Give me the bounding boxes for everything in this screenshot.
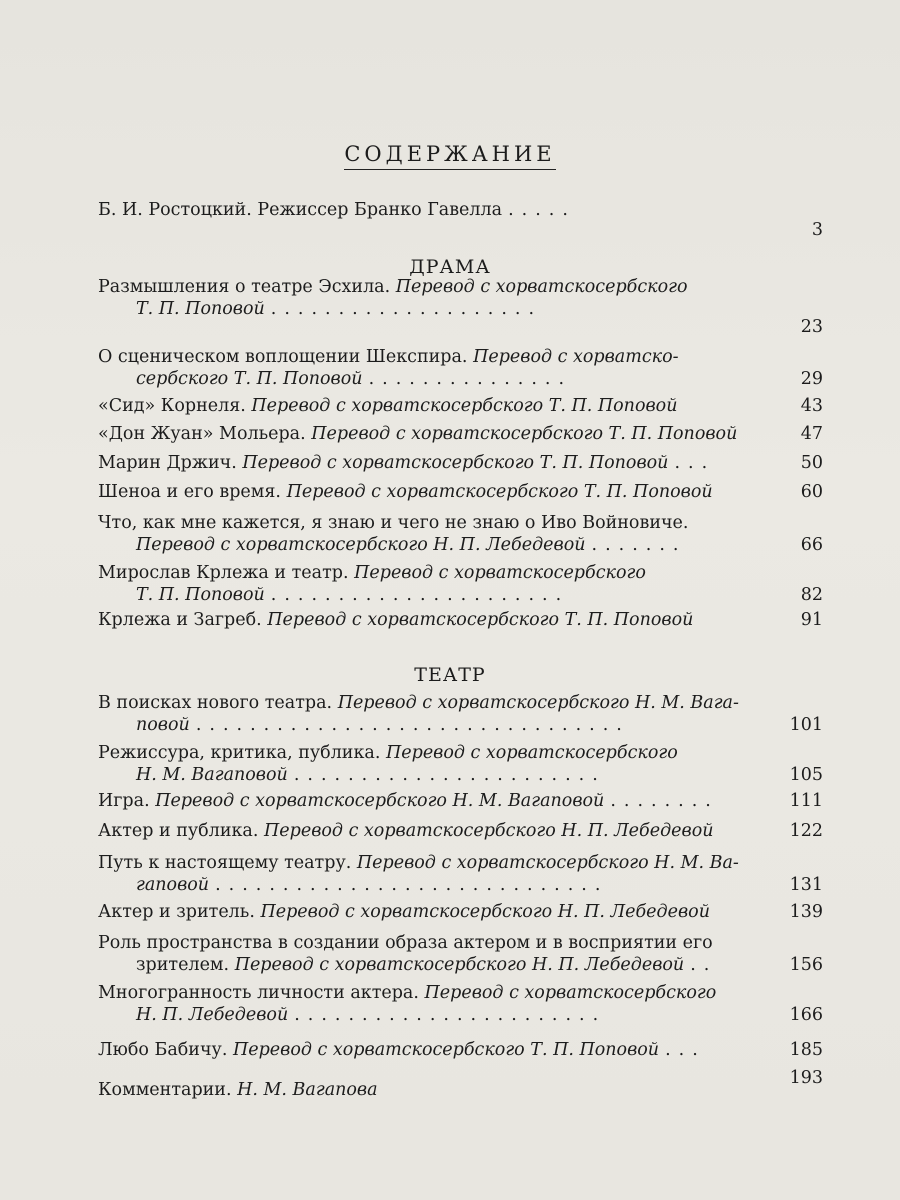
- toc-text: Перевод с хорватскосербского Н. М. Вагаповой: [155, 791, 605, 811]
- toc-text: Размышления о театре Эсхила.: [98, 277, 391, 297]
- toc-text: Перевод с хорватскосербского Т. П. Поповой: [251, 396, 678, 416]
- toc-text: Роль пространства в создании образа актером и в восприятии его: [98, 933, 713, 953]
- toc-text: Перевод с хорватскосербского Н. П. Лебедевой: [234, 955, 685, 975]
- toc-entry: [98, 453, 823, 473]
- toc-text: 60: [800, 482, 823, 502]
- toc-text: Актер и публика.: [98, 821, 259, 841]
- toc-text: 29: [800, 369, 823, 389]
- toc-entry: [98, 610, 823, 630]
- toc-text: Актер и зритель.: [98, 902, 255, 922]
- dot-leader: .......................: [294, 1005, 607, 1025]
- toc-entry: [98, 932, 823, 975]
- toc-text: Многогранность личности актера.: [98, 983, 419, 1003]
- toc-entry: [98, 852, 823, 895]
- toc-text: Перевод с хорватскосербского Т. П. Поповой: [311, 424, 738, 444]
- toc-text: Что, как мне кажется, я знаю и чего не знаю о Иво Войновиче.: [98, 513, 689, 533]
- toc-text: 47: [800, 424, 823, 444]
- toc-text: Перевод с хорватскосербского Н. М. Вага-: [337, 693, 739, 713]
- dot-leader: .............................: [215, 875, 609, 895]
- toc-text: «Сид» Корнеля.: [98, 396, 246, 416]
- toc-text: Режиссура, критика, публика.: [98, 743, 381, 763]
- toc-entry: [98, 562, 823, 605]
- toc-text: 156: [789, 955, 823, 975]
- toc-entry: [98, 791, 823, 811]
- toc-text: Путь к настоящему театру.: [98, 853, 352, 873]
- toc-text: Перевод с хорватскосербского: [354, 563, 646, 583]
- toc-entry: [98, 1040, 823, 1060]
- toc-text: Комментарии.: [98, 1080, 232, 1100]
- toc-text: 66: [800, 535, 823, 555]
- toc-text: Б. И. Ростоцкий.: [98, 200, 252, 220]
- dot-leader: ........: [610, 791, 719, 811]
- toc-entry: [98, 346, 823, 389]
- toc-entry: [98, 482, 823, 502]
- toc-text: 101: [789, 715, 823, 735]
- toc-text: 91: [800, 610, 823, 630]
- toc-text: 139: [789, 902, 823, 922]
- dot-leader: ...............: [368, 369, 573, 389]
- toc-text: Перевод с хорватскосербского Н. П. Лебедевой: [260, 902, 710, 922]
- toc-text: Т. П. Поповой: [136, 299, 265, 319]
- section-heading-drama: ДРАМА: [409, 256, 491, 278]
- toc-text: сербского Т. П. Поповой: [136, 369, 363, 389]
- toc-text: Перевод с хорватскосербского Н. П. Лебедевой: [136, 535, 586, 555]
- dot-leader: .......................: [293, 765, 606, 785]
- page-number: 3: [811, 220, 823, 240]
- toc-text: Любо Бабичу.: [98, 1040, 228, 1060]
- toc-entry: [98, 982, 823, 1025]
- toc-text: Перевод с хорватскосербского Т. П. Поповой: [267, 610, 694, 630]
- toc-text: гаповой: [136, 875, 210, 895]
- toc-text: Перевод с хорватскосербского Т. П. Поповой: [232, 1040, 660, 1060]
- toc-entry: [98, 424, 823, 444]
- dot-leader: ...: [665, 1040, 706, 1060]
- toc-entry: [98, 821, 823, 841]
- toc-text: Н. М. Вагаповой: [136, 765, 288, 785]
- dot-leader: ................................: [195, 715, 630, 735]
- toc-entry: [98, 742, 823, 785]
- toc-text: Н. М. Вагапова: [237, 1080, 378, 1100]
- toc-text: Мирослав Крлежа и театр.: [98, 563, 349, 583]
- toc-text: Т. П. Поповой: [136, 585, 265, 605]
- toc-text: Перевод с хорватскосербского: [386, 743, 678, 763]
- toc-text: Шеноа и его время.: [98, 482, 281, 502]
- toc-text: 193: [789, 1068, 823, 1088]
- toc-text: 131: [789, 875, 823, 895]
- toc-text: 82: [800, 585, 823, 605]
- toc-text: Крлежа и Загреб.: [98, 610, 262, 630]
- toc-entry: [98, 512, 823, 555]
- toc-text: Перевод с хорватскосербского Н. М. Ва-: [356, 853, 739, 873]
- toc-text: 50: [800, 453, 823, 473]
- dot-leader: .......: [591, 535, 687, 555]
- toc-text: 23: [800, 317, 823, 337]
- toc-text: Перевод с хорватскосербского Н. П. Лебедевой: [264, 821, 714, 841]
- toc-entry: [98, 396, 823, 416]
- dot-leader: ....................: [270, 299, 543, 319]
- section-heading-theatre: ТЕАТР: [414, 664, 486, 686]
- toc-text: 185: [789, 1040, 823, 1060]
- toc-text: Н. П. Лебедевой: [136, 1005, 289, 1025]
- toc-text: Игра.: [98, 791, 150, 811]
- toc-text: В поисках нового театра.: [98, 693, 333, 713]
- toc-text: 166: [789, 1005, 823, 1025]
- toc-text: О сценическом воплощении Шекспира.: [98, 347, 468, 367]
- toc-text: Перевод с хорватскосербского Т. П. Поповой: [242, 453, 669, 473]
- dot-leader: ...: [674, 453, 716, 473]
- toc-text: повой: [136, 715, 190, 735]
- toc-text: Режиссер Бранко Гавелла: [257, 200, 503, 220]
- toc-text: 122: [789, 821, 823, 841]
- toc-text: 111: [789, 791, 823, 811]
- toc-text: Перевод с хорватскосербского: [424, 983, 717, 1003]
- dot-leader: ......................: [270, 585, 570, 605]
- toc-text: зрителем.: [136, 955, 230, 975]
- toc-text: Перевод с хорватско-: [473, 347, 679, 367]
- toc-entry: [98, 276, 823, 337]
- toc-text: Перевод с хорватскосербского: [395, 277, 688, 297]
- toc-text: 43: [800, 396, 823, 416]
- toc-entry: [98, 902, 823, 922]
- dot-leader: .....: [508, 200, 576, 220]
- toc-text: СОДЕРЖАНИЕ: [344, 142, 555, 170]
- dot-leader: ..: [690, 955, 718, 975]
- toc-entry: [98, 692, 823, 735]
- page-title: [0, 142, 900, 166]
- toc-entry-intro: [98, 200, 823, 240]
- toc-text: «Дон Жуан» Мольера.: [98, 424, 306, 444]
- toc-text: 105: [789, 765, 823, 785]
- toc-entry: [98, 1068, 823, 1100]
- toc-text: Перевод с хорватскосербского Т. П. Поповой: [286, 482, 713, 502]
- toc-text: Марин Држич.: [98, 453, 237, 473]
